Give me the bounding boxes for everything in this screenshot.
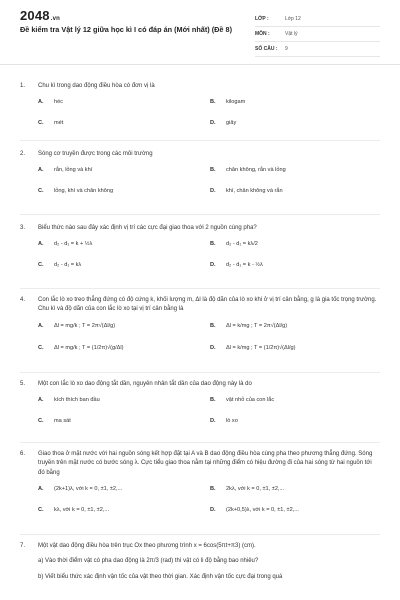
divider xyxy=(20,140,380,141)
option-text: Δl = k/mg ; T = 2π√(Δl/g) xyxy=(226,322,288,329)
option-d[interactable] xyxy=(192,120,236,126)
question-text: Con lắc lò xo treo thẳng đứng có độ cứng k, khối lượng m, Δl là độ dãn của lò xo khi ở vị trí cân bằng, g là gia tốc trọng trường. Chu kì và độ dãn của con lắc lò xo tại vị trí cân bằng là xyxy=(38,297,377,313)
option-letter: D. xyxy=(210,262,216,269)
logo-text: 2048 xyxy=(20,8,50,23)
option-text: mét xyxy=(54,120,64,127)
option-text: (2k+0,5)λ, với k = 0, ±1, ±2,... xyxy=(226,506,299,513)
question-text: Biểu thức nào sau đây xác định vị trí các cực đại giao thoa với 2 nguồn cùng pha? xyxy=(38,225,257,231)
option-text: vật nhỏ của con lắc xyxy=(226,397,275,404)
option-a[interactable] xyxy=(20,397,100,403)
option-c[interactable] xyxy=(20,188,113,194)
option-c[interactable] xyxy=(20,507,109,513)
option-letter: D. xyxy=(210,344,216,351)
question-2 xyxy=(20,150,380,205)
option-letter: B. xyxy=(210,99,216,106)
option-letter: D. xyxy=(210,418,216,425)
option-d[interactable] xyxy=(192,345,296,351)
question-3 xyxy=(20,224,380,279)
option-letter: B. xyxy=(210,397,216,404)
option-letter: D. xyxy=(210,506,216,513)
option-letter: A. xyxy=(38,167,44,174)
option-letter: B. xyxy=(210,241,216,248)
option-letter: A. xyxy=(38,99,44,106)
option-text: chân không, rắn và lỏng xyxy=(226,167,286,174)
question-subpart-a: a) Vào thời điểm vật có pha dao động là 2π/3 (rad) thì vật có li độ bằng bao nhiêu? xyxy=(38,558,259,565)
meta-label: MÔN : xyxy=(255,31,270,37)
page-title: Đề kiểm tra Vật lý 12 giữa học kì I có đáp án (Mới nhất) (Đề 8) xyxy=(20,25,232,34)
option-text: 2kλ, với k = 0, ±1, ±2,... xyxy=(226,485,285,492)
option-text: (2k+1)λ, với k = 0, ±1, ±2,... xyxy=(54,485,123,492)
question-text: Một con lắc lò xo dao động tắt dần, nguyên nhân tắt dần của dao động này là do xyxy=(38,381,252,387)
option-text: d₂ - d₁ = kλ xyxy=(54,262,82,269)
question-text: Chu kì trong dao động điều hòa có đơn vị là xyxy=(38,83,155,89)
option-a[interactable] xyxy=(20,167,92,173)
option-letter: B. xyxy=(210,167,216,174)
option-text: lỏng, khí và chân không xyxy=(54,188,114,195)
meta-info xyxy=(255,12,380,57)
option-b[interactable] xyxy=(192,323,287,329)
option-text: Δl = k/mg ; T = (1/2π)√(Δl/g) xyxy=(226,344,296,351)
option-text: héc xyxy=(54,99,64,106)
question-6 xyxy=(20,450,380,524)
site-logo[interactable] xyxy=(20,8,60,23)
option-letter: C. xyxy=(38,262,44,269)
question-number: 2. xyxy=(20,151,26,157)
meta-label: SỐ CÂU : xyxy=(255,46,278,52)
option-c[interactable] xyxy=(20,418,71,424)
option-a[interactable] xyxy=(20,486,122,492)
question-number: 5. xyxy=(20,381,26,387)
question-text: Một vật dao động điều hòa trên trục Ox theo phương trình x = 6cos(5πt+π3) (cm). xyxy=(38,543,256,549)
option-a[interactable] xyxy=(20,99,63,105)
meta-label: LỚP : xyxy=(255,16,269,22)
option-b[interactable] xyxy=(192,241,258,247)
option-b[interactable] xyxy=(192,99,245,105)
option-text: Δl = mg/k ; T = (1/2π)√(g/Δl) xyxy=(54,344,124,351)
option-letter: B. xyxy=(210,322,216,329)
question-4 xyxy=(20,296,380,363)
option-text: kích thích ban đầu xyxy=(54,397,100,404)
option-text: d₂ - d₁ = k - ½λ xyxy=(226,262,263,269)
option-text: ma sát xyxy=(54,418,71,425)
option-c[interactable] xyxy=(20,262,81,268)
option-letter: D. xyxy=(210,120,216,127)
divider xyxy=(20,288,380,289)
divider xyxy=(20,534,380,535)
question-7 xyxy=(20,542,380,582)
option-letter: C. xyxy=(38,506,44,513)
option-d[interactable] xyxy=(192,418,238,424)
question-number: 6. xyxy=(20,451,26,457)
question-5 xyxy=(20,380,380,435)
meta-value: 9 xyxy=(285,46,288,52)
option-text: d₂ - d₁ = k + ½λ xyxy=(54,241,93,248)
question-number: 1. xyxy=(20,83,26,89)
meta-row-count xyxy=(255,42,380,57)
option-text: khí, chân không và rắn xyxy=(226,188,283,195)
option-text: kλ, với k = 0, ±1, ±2,... xyxy=(54,506,110,513)
divider xyxy=(20,442,380,443)
question-text: Sóng cơ truyền được trong các môi trường xyxy=(38,151,153,157)
option-text: Δl = mg/k ; T = 2π√(Δl/g) xyxy=(54,322,116,329)
option-a[interactable] xyxy=(20,323,115,329)
meta-value: Lớp 12 xyxy=(285,16,301,22)
option-d[interactable] xyxy=(192,507,299,513)
option-c[interactable] xyxy=(20,345,124,351)
option-text: d₂ - d₁ = kλ/2 xyxy=(226,241,258,248)
option-text: lò xo xyxy=(226,418,238,425)
option-letter: D. xyxy=(210,188,216,195)
divider xyxy=(20,372,380,373)
meta-value: Vật lý xyxy=(285,31,298,37)
question-number: 7. xyxy=(20,543,26,549)
option-letter: C. xyxy=(38,344,44,351)
option-letter: C. xyxy=(38,418,44,425)
logo-suffix: .vn xyxy=(50,16,61,22)
option-letter: A. xyxy=(38,241,44,248)
question-number: 3. xyxy=(20,225,26,231)
option-letter: C. xyxy=(38,120,44,127)
question-text: Giao thoa ở mặt nước với hai nguồn sóng kết hợp đặt tại A và B dao động điều hòa cùng pha theo phương thẳng đứng. Sóng truyền trên mặt nước có bước sóng λ. Cực tiểu giao thoa nằm tại những điểm có hiệu đường đi của hai sóng từ hai nguồn tới đó bằng xyxy=(38,451,373,476)
option-letter: A. xyxy=(38,397,44,404)
header xyxy=(0,0,400,65)
option-letter: A. xyxy=(38,485,44,492)
option-d[interactable] xyxy=(192,262,263,268)
option-text: giây xyxy=(226,120,237,127)
meta-row-class xyxy=(255,12,380,27)
option-b[interactable] xyxy=(192,486,284,492)
question-number: 4. xyxy=(20,297,26,303)
meta-row-subject xyxy=(255,27,380,42)
option-b[interactable] xyxy=(192,397,274,403)
option-letter: C. xyxy=(38,188,44,195)
option-letter: A. xyxy=(38,322,44,329)
question-1 xyxy=(20,82,380,137)
option-d[interactable] xyxy=(192,188,283,194)
option-c[interactable] xyxy=(20,120,63,126)
option-b[interactable] xyxy=(192,167,286,173)
question-subpart-b: b) Viết biểu thức xác định vận tốc của vật theo thời gian. Xác định vận tốc cực đại trong quá xyxy=(38,573,283,580)
option-a[interactable] xyxy=(20,241,92,247)
option-text: rắn, lỏng và khí xyxy=(54,167,93,174)
divider xyxy=(20,214,380,215)
option-text: kilogam xyxy=(226,99,246,106)
option-letter: B. xyxy=(210,485,216,492)
